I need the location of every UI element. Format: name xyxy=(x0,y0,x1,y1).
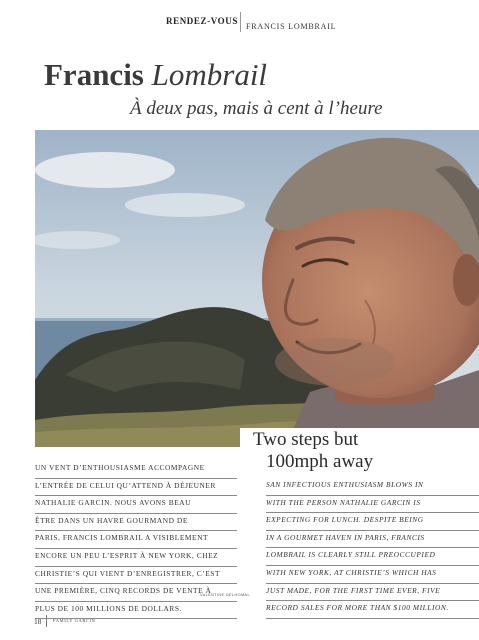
body-line: JUST MADE, FOR THE FIRST TIME EVER, FIVE xyxy=(266,584,479,602)
header-divider xyxy=(240,12,241,32)
footer-divider xyxy=(46,615,47,627)
title-first-name: Francis xyxy=(44,57,144,92)
portrait-photo xyxy=(35,130,479,447)
page-number: 18 xyxy=(34,617,42,626)
body-line: CHRISTIE’S QUI VIENT D’ENREGISTRER, C’EST xyxy=(35,567,237,585)
body-line: EXPECTING FOR LUNCH. DESPITE BEING xyxy=(266,513,479,531)
title-last-name: Lombrail xyxy=(151,57,268,92)
photo-credit: VALENTINE DELHOMAL xyxy=(200,593,250,597)
section-label: RENDEZ-VOUS xyxy=(166,16,238,26)
body-line: LOMBRAIL IS CLEARLY STILL PREOCCUPIED xyxy=(266,548,479,566)
article-subtitle: À deux pas, mais à cent à l’heure xyxy=(130,98,383,119)
body-line: WITH NEW YORK, AT CHRISTIE’S WHICH HAS xyxy=(266,566,479,584)
body-text-english xyxy=(266,478,479,619)
body-line: ENCORE UN PEU L’ESPRIT À NEW YORK, CHEZ xyxy=(35,549,237,567)
body-line: UN VENT D’ENTHOUSIASME ACCOMPAGNE xyxy=(35,461,237,479)
body-line: RECORD SALES FOR MORE THAN $100 MILLION. xyxy=(266,601,479,619)
body-line: UNE PREMIÈRE, CINQ RECORDS DE VENTE À xyxy=(35,584,237,602)
pull-quote-line-2: 100mph away xyxy=(266,451,374,472)
body-line: ÊTRE DANS UN HAVRE GOURMAND DE xyxy=(35,514,237,532)
running-head-name: FRANCIS LOMBRAIL xyxy=(246,22,337,31)
magazine-name: FAMILY GARCIN xyxy=(53,618,96,623)
body-line: NATHALIE GARCIN. NOUS AVONS BEAU xyxy=(35,496,237,514)
body-line: SAN INFECTIOUS ENTHUSIASM BLOWS IN xyxy=(266,478,479,496)
body-line: WITH THE PERSON NATHALIE GARCIN IS xyxy=(266,496,479,514)
body-line: IN A GOURMET HAVEN IN PARIS, FRANCIS xyxy=(266,531,479,549)
body-line: L’ENTRÉE DE CELUI QU’ATTEND À DÉJEUNER xyxy=(35,479,237,497)
body-line: PLUS DE 100 MILLIONS DE DOLLARS. xyxy=(35,602,237,620)
body-line: PARIS, FRANCIS LOMBRAIL A VISIBLEMENT xyxy=(35,531,237,549)
pull-quote-line-1: Two steps but xyxy=(253,429,359,450)
article-title xyxy=(44,58,267,92)
